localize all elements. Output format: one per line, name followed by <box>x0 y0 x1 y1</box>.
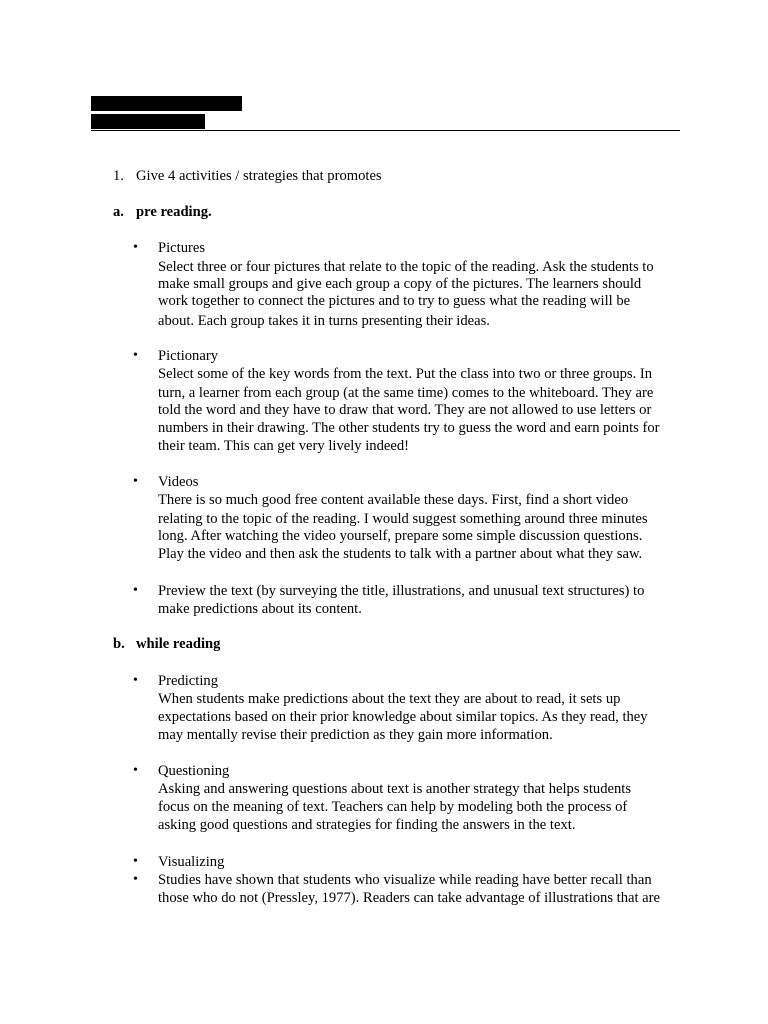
item-text-line: relating to the topic of the reading. I would suggest something around three minutes <box>158 511 648 527</box>
item-text-line: make small groups and give each group a copy of the pictures. The learners should <box>158 276 642 292</box>
item-text-line: Asking and answering questions about text is another strategy that helps students <box>158 781 631 797</box>
item-text-line: There is so much good free content available these days. First, find a short video <box>158 492 629 508</box>
item-title: Visualizing <box>158 854 225 870</box>
bullet-icon: • <box>133 583 138 598</box>
item-title: Pictionary <box>158 348 218 364</box>
section-b-letter: b. <box>113 636 125 652</box>
item-title: Videos <box>158 474 199 490</box>
redacted-id-bar <box>91 114 205 129</box>
item-text-line: those who do not (Pressley, 1977). Readers can take advantage of illustrations that are <box>158 890 660 906</box>
item-text-line: expectations based on their prior knowledge about similar topics. As they read, they <box>158 709 648 725</box>
question-number: 1. <box>113 168 124 184</box>
redacted-name-bar <box>91 96 242 111</box>
section-a-letter: a. <box>113 204 124 220</box>
item-title: Pictures <box>158 240 206 256</box>
item-text-line: numbers in their drawing. The other students try to guess the word and earn points for <box>158 420 660 436</box>
section-b-heading: while reading <box>136 636 221 652</box>
item-title: Questioning <box>158 763 230 779</box>
question-text: Give 4 activities / strategies that promotes <box>136 168 382 184</box>
item-text-line: may mentally revise their prediction as they gain more information. <box>158 727 553 743</box>
bullet-icon: • <box>133 348 138 363</box>
item-text-line: Play the video and then ask the students to talk with a partner about what they saw. <box>158 546 643 562</box>
item-text-line: their team. This can get very lively indeed! <box>158 438 409 454</box>
bullet-icon: • <box>133 872 138 887</box>
item-text-line: long. After watching the video yourself, prepare some simple discussion questions. <box>158 528 643 544</box>
item-title: Preview the text (by surveying the title, illustrations, and unusual text structures) to <box>158 583 645 599</box>
item-text-line: focus on the meaning of text. Teachers can help by modeling both the process of <box>158 799 628 815</box>
item-text-line: make predictions about its content. <box>158 601 362 617</box>
item-title: Studies have shown that students who visualize while reading have better recall than <box>158 872 652 888</box>
item-text-line: about. Each group takes it in turns presenting their ideas. <box>158 313 490 329</box>
item-text-line: asking good questions and strategies for finding the answers in the text. <box>158 817 576 833</box>
bullet-icon: • <box>133 474 138 489</box>
item-text-line: work together to connect the pictures and to try to guess what the reading will be <box>158 293 631 309</box>
header-rule <box>91 130 680 131</box>
item-title: Predicting <box>158 673 218 689</box>
item-text-line: Select some of the key words from the text. Put the class into two or three groups. In <box>158 366 653 382</box>
item-text-line: Select three or four pictures that relate to the topic of the reading. Ask the students to <box>158 259 654 275</box>
bullet-icon: • <box>133 240 138 255</box>
bullet-icon: • <box>133 763 138 778</box>
bullet-icon: • <box>133 673 138 688</box>
item-text-line: turn, a learner from each group (at the same time) comes to the whiteboard. They are <box>158 385 654 401</box>
item-text-line: told the word and they have to draw that word. They are not allowed to use letters or <box>158 402 652 418</box>
bullet-icon: • <box>133 854 138 869</box>
section-a-heading: pre reading. <box>136 204 212 220</box>
item-text-line: When students make predictions about the text they are about to read, it sets up <box>158 691 621 707</box>
